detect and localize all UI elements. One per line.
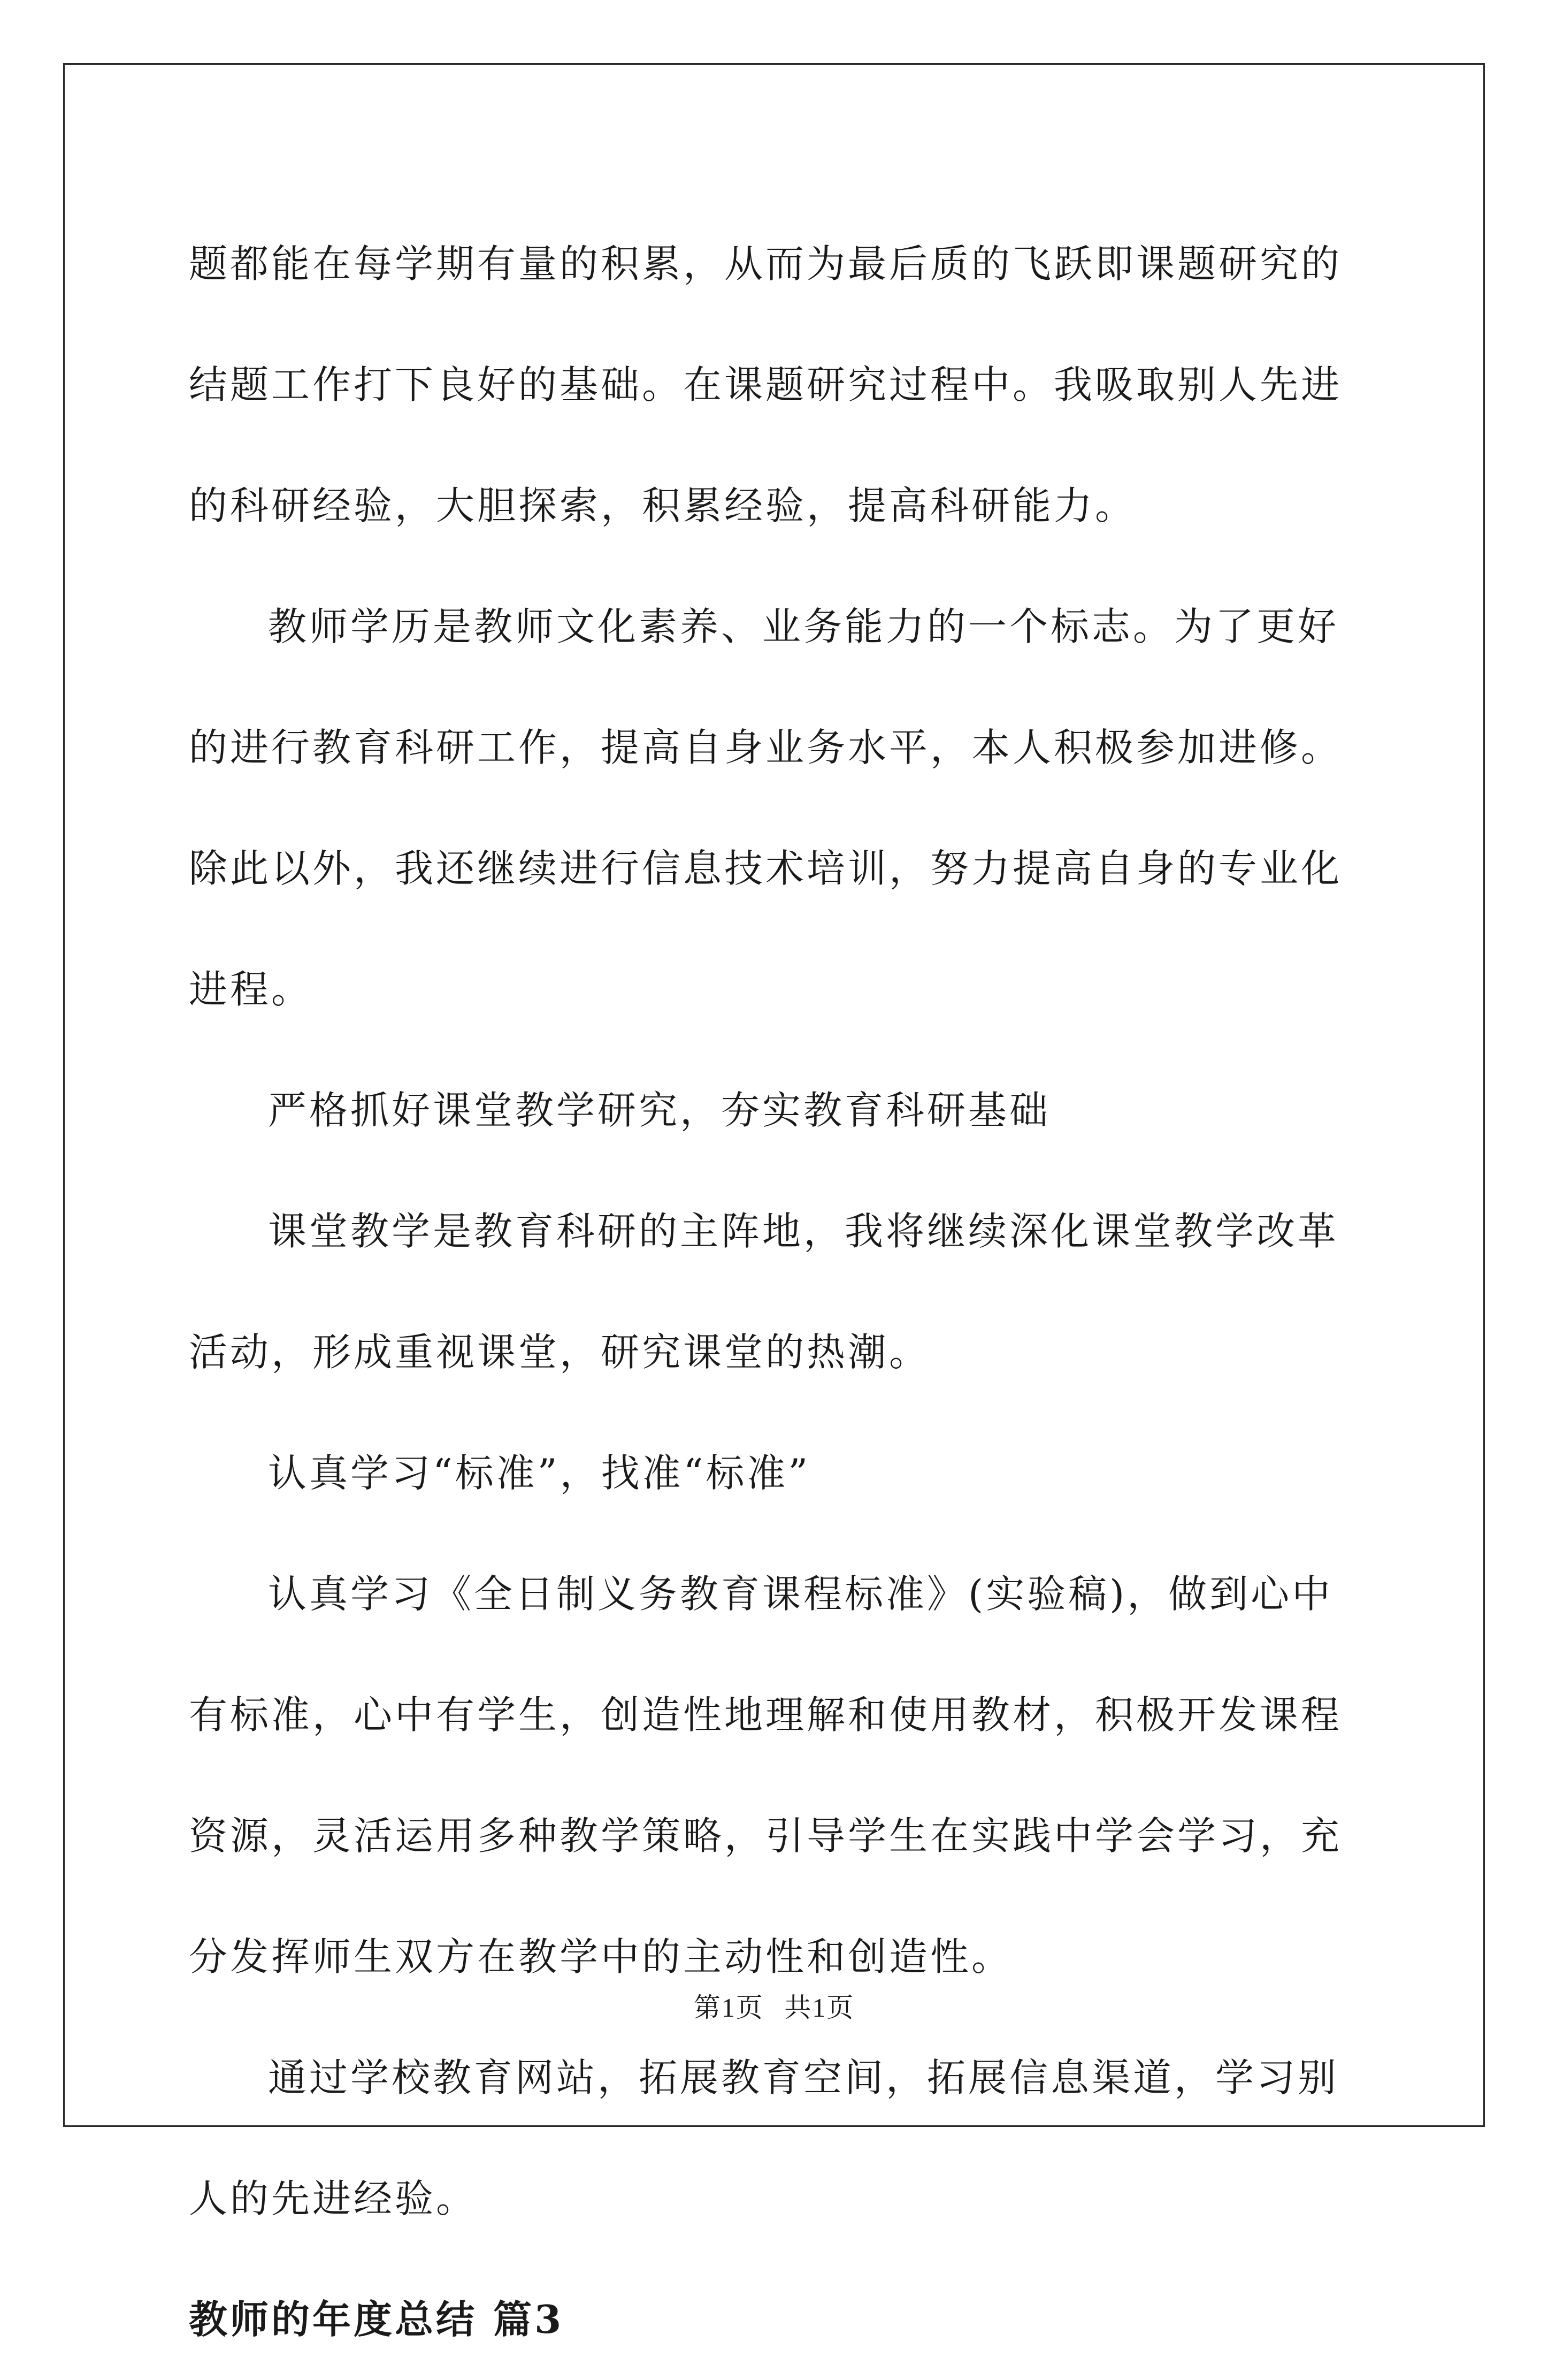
page-total: 共1页 [784,1993,855,2023]
paragraph-4: 课堂教学是教育科研的主阵地，我将继续深化课堂教学改革活动，形成重视课堂，研究课堂的热潮。 [189,1209,1339,1375]
page-footer [0,1986,1548,2025]
paragraph-3: 严格抓好课堂教学研究，夯实教育科研基础 [268,1088,1051,1133]
paragraph-2: 教师学历是教师文化素养、业务能力的一个标志。为了更好的进行教育科研工作，提高自身业务水平，本人积极参加进修。除此以外，我还继续进行信息技术培训，努力提高自身的专业化进程。 [189,604,1343,1012]
section-heading: 教师的年度总结 篇3 [189,2297,564,2342]
page-number: 第1页 [693,1993,764,2023]
paragraph-6: 认真学习《全日制义务教育课程标准》(实验稿)，做到心中有标准，心中有学生，创造性地理解和使用教材，积极开发课程资源，灵活运用多种教学策略，引导学生在实践中学会学习，充分发挥师生双方在教学中的主动性和创造性。 [189,1572,1343,1979]
paragraph-7: 通过学校教育网站，拓展教育空间，拓展信息渠道，学习别人的先进经验。 [189,2055,1339,2221]
paragraph-5: 认真学习“标准”，找准“标准” [268,1451,811,1496]
document-body [189,203,1366,2380]
paragraph-1: 题都能在每学期有量的积累，从而为最后质的飞跃即课题研究的结题工作打下良好的基础。在课题研究过程中。我吸取别人先进的科研经验，大胆探索，积累经验，提高科研能力。 [189,241,1343,528]
